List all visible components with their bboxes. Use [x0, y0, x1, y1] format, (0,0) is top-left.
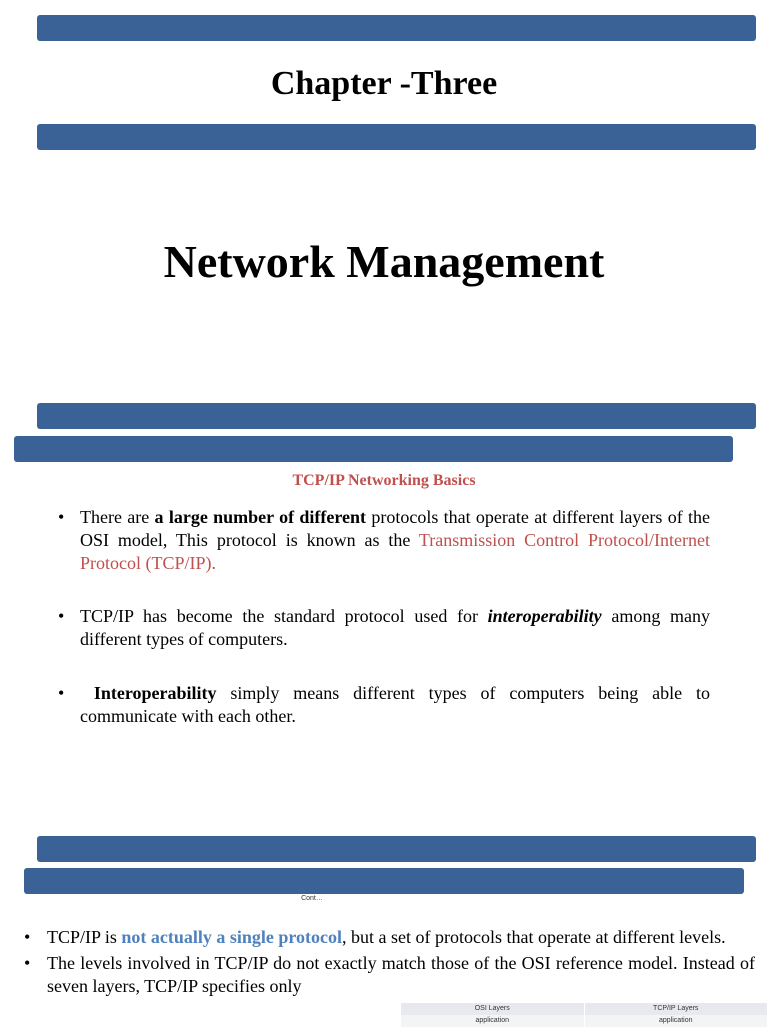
bullet-item [24, 926, 755, 949]
table-header-osi: OSI Layers [401, 1003, 585, 1015]
chapter-underline-bar [37, 124, 756, 150]
bullet-glyph: • [24, 926, 30, 949]
bullet-glyph: • [24, 952, 30, 975]
bullet-text: TCP/IP is [47, 927, 121, 947]
chapter-title: Chapter -Three [0, 62, 768, 106]
bullet-list [24, 926, 755, 1001]
slide2-bottom-bar [37, 836, 756, 862]
table-header-row [401, 1003, 768, 1015]
protocol-name: Transmission Control Protocol/Internet Protocol (TCP/IP). [80, 530, 710, 573]
top-banner-bar [37, 15, 756, 41]
bullet-glyph: • [58, 682, 64, 705]
bullet-item [58, 682, 710, 728]
highlight-text: not actually a single protocol [121, 927, 342, 947]
bullet-text: There are [80, 507, 155, 527]
bullet-glyph: • [58, 605, 64, 628]
table-cell: application [585, 1015, 768, 1027]
table-row [401, 1015, 768, 1027]
bullet-item [24, 952, 755, 998]
bullet-bold-text: a large number of different [155, 507, 367, 527]
bullet-text: , but a set of protocols that operate at different levels. [342, 927, 726, 947]
slide3-top-bar [24, 868, 744, 894]
slide2-top-bar [14, 436, 733, 462]
bullet-text: simply means different types of computers being able to communicate with each other. [80, 683, 710, 726]
bullet-text: The levels involved in TCP/IP do not exactly match those of the OSI reference model. Instead of seven layers, TCP/IP specifies only [47, 953, 755, 996]
slide-title: Network Management [0, 232, 768, 292]
bullet-text: among many different types of computers. [80, 606, 710, 649]
bullet-item [58, 506, 710, 575]
bullet-text: protocols that operate at different layers of the OSI model, This protocol is known as the [80, 507, 710, 550]
table-cell: application [401, 1015, 585, 1027]
emphasis-text: interoperability [488, 606, 602, 626]
osi-tcpip-table [401, 1003, 768, 1027]
bullet-glyph: • [58, 506, 64, 529]
slide1-bottom-bar [37, 403, 756, 429]
bullet-bold-text: Interoperability [94, 683, 217, 703]
table-header-tcpip: TCP/IP Layers [585, 1003, 768, 1015]
bullet-item [58, 605, 710, 651]
bullet-text: TCP/IP has become the standard protocol used for [80, 606, 488, 626]
bullet-list [58, 506, 710, 728]
continuation-label: Cont… [0, 895, 624, 902]
section-heading: TCP/IP Networking Basics [0, 472, 768, 490]
